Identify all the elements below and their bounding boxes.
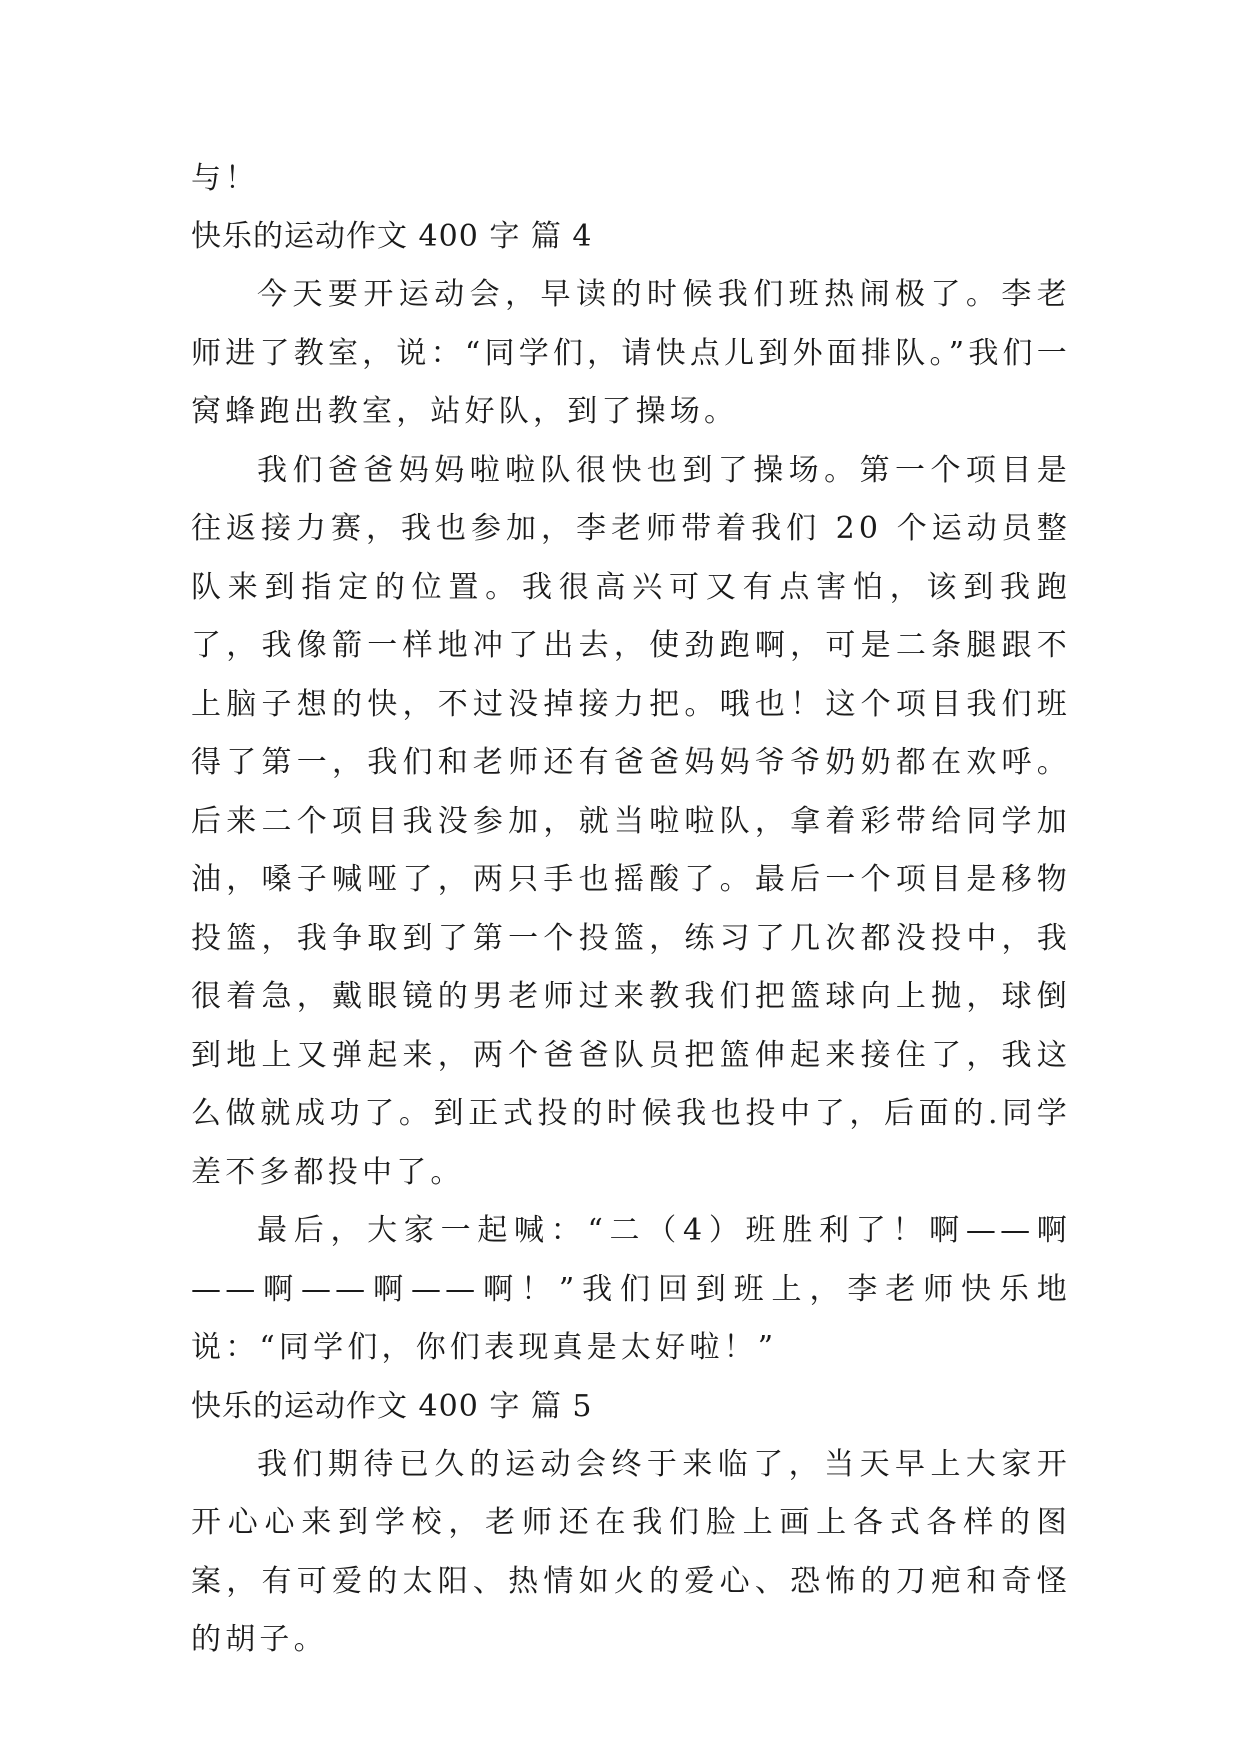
paragraph: 最后，大家一起喊：“二（4）班胜利了！啊——啊——啊——啊——啊！”我们回到班上，李老师快乐地说：“同学们，你们表现真是太好啦！” — [191, 1213, 1071, 1365]
section-heading-4: 快乐的运动作文 400 字 篇 4 — [191, 219, 593, 254]
paragraph: 我们期待已久的运动会终于来临了，当天早上大家开开心心来到学校，老师还在我们脸上画上各式各样的图案，有可爱的太阳、热情如火的爱心、恐怖的刀疤和奇怪的胡子。 — [191, 1446, 1071, 1657]
document-page — [191, 150, 1071, 1670]
section-heading-5: 快乐的运动作文 400 字 篇 5 — [191, 1388, 593, 1424]
paragraph: 我们爸爸妈妈啦啦队很快也到了操场。第一个项目是往返接力赛，我也参加，李老师带着我们 20 个运动员整队来到指定的位置。我很高兴可又有点害怕，该到我跑了，我像箭一样地冲了出去，使劲跑啊，可是二条腿跟不上脑子想的快，不过没掉接力把。哦也！这个项目我们班得了第一，我们和老师还有爸爸妈妈爷爷奶奶都在欢呼。后来二个项目我没参加，就当啦啦队，拿着彩带给同学加油，嗓子喊哑了，两只手也摇酸了。最后一个项目是移物投篮，我争取到了第一个投篮，练习了几次都没投中，我很着急，戴眼镜的男老师过来教我们把篮球向上抛，球倒到地上又弹起来，两个爸爸队员把篮伸起来接住了，我这么做就成功了。到正式投的时候我也投中了，后面的.同学差不多都投中了。 — [191, 452, 1071, 1190]
paragraph: 今天要开运动会，早读的时候我们班热闹极了。李老师进了教室，说：“同学们，请快点儿到外面排队。”我们一窝蜂跑出教室，站好队，到了操场。 — [191, 277, 1071, 429]
continuation-text: 与！ — [191, 161, 259, 196]
